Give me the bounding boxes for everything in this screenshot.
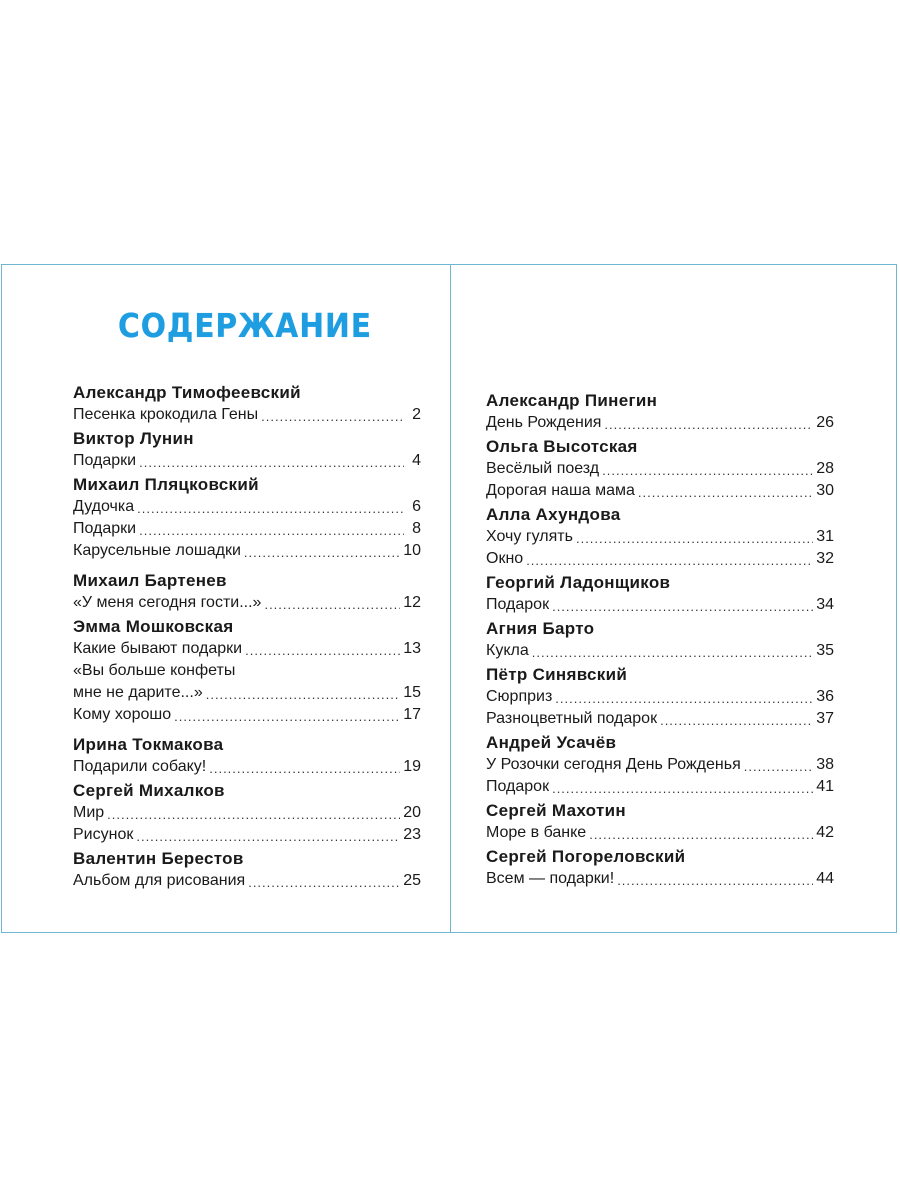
entry-title-line-1: «Вы больше конфеты — [73, 662, 236, 679]
entry-title: Подарки — [73, 452, 137, 469]
page-number: 23 — [403, 826, 421, 843]
toc-section — [73, 382, 421, 426]
author-name: Виктор Лунин — [73, 429, 194, 448]
entry-title: «У меня сегодня гости...» — [73, 594, 262, 611]
page-number: 6 — [412, 498, 421, 515]
dot-leader — [244, 544, 400, 562]
page-number: 37 — [816, 710, 834, 727]
entry-title: Дорогая наша мама — [486, 482, 635, 499]
dot-leader — [248, 874, 400, 892]
toc-entry — [73, 682, 421, 704]
page-number: 13 — [403, 640, 421, 657]
dot-leader — [174, 708, 400, 726]
entry-title: Мир — [73, 804, 105, 821]
toc-section — [486, 572, 834, 616]
entry-title: День Рождения — [486, 414, 602, 431]
dot-leader — [604, 416, 813, 434]
author-name: Ольга Высотская — [486, 437, 638, 456]
author-name: Эмма Мошковская — [73, 617, 234, 636]
dot-leader — [139, 454, 404, 472]
author-name: Михаил Бартенев — [73, 571, 227, 590]
dot-leader — [532, 644, 813, 662]
toc-section — [73, 570, 421, 614]
dot-leader — [245, 642, 400, 660]
page-number: 35 — [816, 642, 834, 659]
dot-leader — [576, 530, 813, 548]
entry-title: Подарили собаку! — [73, 758, 207, 775]
toc-section — [486, 618, 834, 662]
dot-leader — [264, 596, 400, 614]
page-number: 2 — [412, 406, 421, 423]
page-number: 31 — [816, 528, 834, 545]
toc-entry — [73, 756, 421, 778]
toc-entry — [486, 640, 834, 662]
toc-section — [486, 436, 834, 502]
page-number: 44 — [816, 870, 834, 887]
dot-leader — [555, 690, 813, 708]
toc-entry — [73, 518, 421, 540]
page-number: 32 — [816, 550, 834, 567]
page-number: 36 — [816, 688, 834, 705]
entry-title: Кукла — [486, 642, 529, 659]
page-title: СОДЕРЖАНИЕ — [118, 306, 372, 345]
entry-title: Хочу гулять — [486, 528, 573, 545]
author-name: Георгий Ладонщиков — [486, 573, 671, 592]
entry-title: Море в банке — [486, 824, 587, 841]
page-number: 4 — [412, 452, 421, 469]
toc-section — [73, 734, 421, 778]
entry-title: Разноцветный подарок — [486, 710, 658, 727]
toc-section — [486, 732, 834, 798]
author-name: Валентин Берестов — [73, 849, 244, 868]
entry-title: Какие бывают подарки — [73, 640, 243, 657]
author-name: Алла Ахундова — [486, 505, 621, 524]
dot-leader — [744, 758, 813, 776]
author-name: Сергей Михалков — [73, 781, 225, 800]
toc-entry — [73, 824, 421, 846]
author-name: Ирина Токмакова — [73, 735, 224, 754]
author-name: Александр Тимофеевский — [73, 383, 301, 402]
toc-entry — [486, 754, 834, 776]
toc-section — [486, 846, 834, 890]
entry-title: Подарок — [486, 778, 550, 795]
dot-leader — [552, 598, 813, 616]
entry-title: Дудочка — [73, 498, 135, 515]
dot-leader — [137, 500, 404, 518]
toc-entry — [486, 868, 834, 890]
toc-entry — [73, 802, 421, 824]
toc-entry — [486, 548, 834, 570]
page-number: 19 — [403, 758, 421, 775]
toc-entry — [486, 480, 834, 502]
entry-title: Подарок — [486, 596, 550, 613]
entry-title: Подарки — [73, 520, 137, 537]
toc-section — [486, 504, 834, 570]
toc-entry — [486, 526, 834, 548]
entry-title: Карусельные лошадки — [73, 542, 241, 559]
dot-leader — [136, 828, 400, 846]
toc-section — [73, 616, 421, 726]
toc-section — [73, 780, 421, 846]
entry-title: Окно — [486, 550, 524, 567]
toc-entry — [486, 412, 834, 434]
toc-entry — [486, 822, 834, 844]
page-number: 34 — [816, 596, 834, 613]
toc-entry — [486, 686, 834, 708]
toc-section — [73, 474, 421, 562]
toc-entry — [486, 594, 834, 616]
toc-section — [73, 428, 421, 472]
toc-section — [486, 800, 834, 844]
page-number: 17 — [403, 706, 421, 723]
page-number: 15 — [403, 684, 421, 701]
toc-entry — [73, 450, 421, 472]
entry-title: Песенка крокодила Гены — [73, 406, 259, 423]
author-name: Сергей Махотин — [486, 801, 626, 820]
dot-leader — [602, 462, 813, 480]
toc-entry — [486, 776, 834, 798]
page-number: 20 — [403, 804, 421, 821]
toc-right-column — [486, 388, 834, 890]
entry-title: Альбом для рисования — [73, 872, 246, 889]
dot-leader — [552, 780, 813, 798]
page-number: 25 — [403, 872, 421, 889]
dot-leader — [209, 760, 400, 778]
author-name: Агния Барто — [486, 619, 595, 638]
entry-title: Сюрприз — [486, 688, 553, 705]
entry-title: Кому хорошо — [73, 706, 172, 723]
toc-left-column — [73, 380, 421, 892]
entry-title-line-2: мне не дарите...» — [73, 684, 203, 701]
dot-leader — [139, 522, 404, 540]
toc-entry — [486, 708, 834, 730]
entry-title: Рисунок — [73, 826, 134, 843]
page-number: 38 — [816, 756, 834, 773]
toc-entry — [73, 540, 421, 562]
page-number: 41 — [816, 778, 834, 795]
dot-leader — [526, 552, 813, 570]
entry-title: У Розочки сегодня День Рожденья — [486, 756, 741, 773]
entry-title: Всем — подарки! — [486, 870, 615, 887]
dot-leader — [206, 686, 400, 704]
author-name: Сергей Погореловский — [486, 847, 686, 866]
page-number: 28 — [816, 460, 834, 477]
toc-entry — [73, 638, 421, 660]
author-name: Михаил Пляцковский — [73, 475, 259, 494]
dot-leader — [107, 806, 400, 824]
page-number: 26 — [816, 414, 834, 431]
dot-leader — [638, 484, 813, 502]
dot-leader — [261, 408, 404, 426]
toc-entry — [73, 870, 421, 892]
dot-leader — [660, 712, 813, 730]
toc-entry — [73, 404, 421, 426]
author-name: Александр Пинегин — [486, 391, 658, 410]
toc-entry — [73, 592, 421, 614]
toc-entry — [73, 704, 421, 726]
dot-leader — [617, 872, 813, 890]
page-number: 30 — [816, 482, 834, 499]
dot-leader — [589, 826, 813, 844]
page-number: 42 — [816, 824, 834, 841]
page-gutter-divider — [450, 264, 451, 933]
toc-entry — [486, 458, 834, 480]
toc-section — [486, 390, 834, 434]
toc-entry — [73, 496, 421, 518]
toc-section — [486, 664, 834, 730]
page-number: 8 — [412, 520, 421, 537]
entry-title: Весёлый поезд — [486, 460, 600, 477]
author-name: Андрей Усачёв — [486, 733, 617, 752]
toc-section — [73, 848, 421, 892]
page-number: 12 — [403, 594, 421, 611]
page-number: 10 — [403, 542, 421, 559]
author-name: Пётр Синявский — [486, 665, 628, 684]
